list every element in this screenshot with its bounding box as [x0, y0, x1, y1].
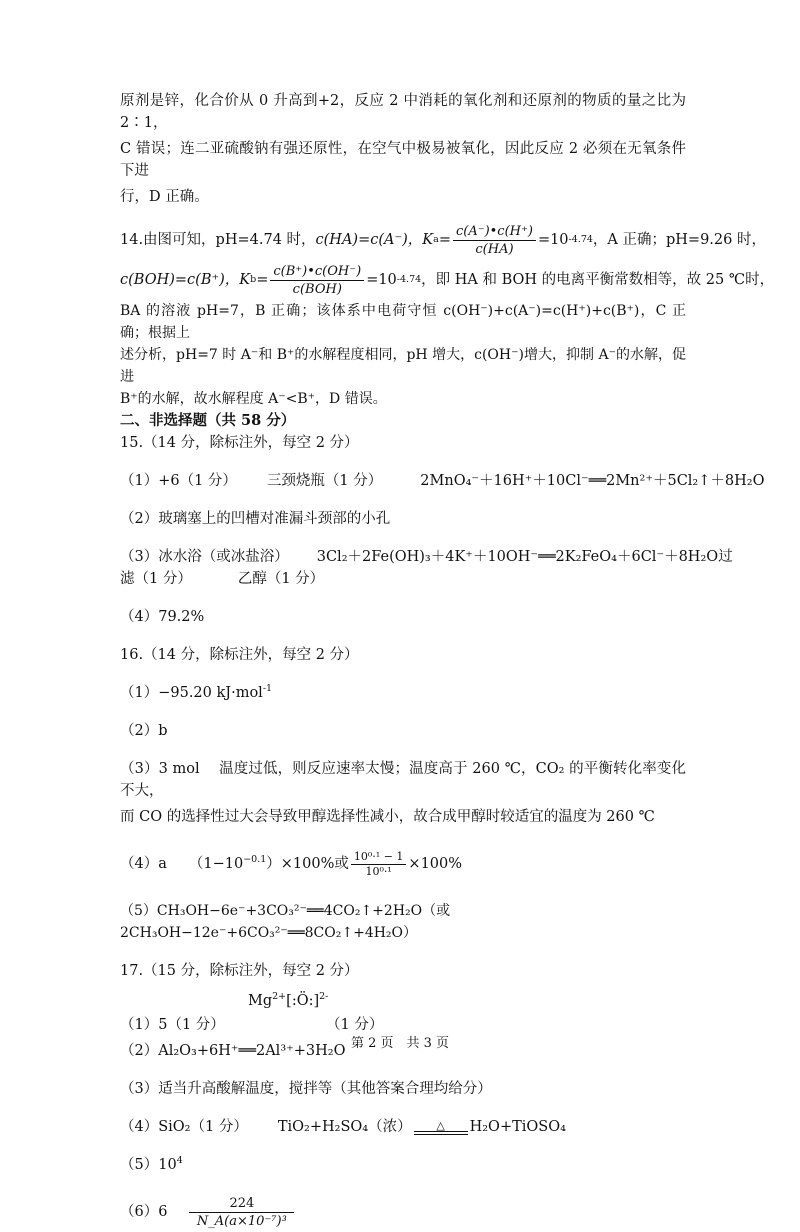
q16-a4-expr-end: ）×100%或	[266, 856, 349, 872]
mg-symbol: Mg	[248, 993, 273, 1009]
q16-a4-tail: ×100%	[408, 856, 463, 872]
ka-denominator: c(HA)	[475, 241, 514, 257]
q15-a3-filter: 滤（1 分）	[120, 571, 192, 587]
q17-a6-denominator: N_A(a×10⁻⁷)³	[196, 1213, 287, 1229]
q16-a4-expr	[189, 853, 349, 875]
heating-equals-arrow	[414, 1120, 468, 1135]
kb-fraction	[270, 263, 364, 298]
q17-a5-text: （5）10	[120, 1157, 177, 1173]
q14-prefix: 14.由图可知，pH=4.74 时，	[120, 232, 316, 248]
q15-answer-3-line-1	[120, 546, 733, 568]
oxide-charge: 2-	[319, 991, 329, 1003]
kb-denominator: c(BOH)	[292, 281, 342, 297]
q14-line-2: c(BOH)=c(B⁺)， K b = $\frac{c(B^+)•c(OH^-)}{\text{c(BOH)}}$ =10 -4.74 ，即 HA 和 BOH 的电离平衡常数相等，故 25 ℃时，	[120, 263, 775, 297]
q17-a6-fraction	[189, 1195, 294, 1230]
kb-numerator: c(B⁺)•c(OH⁻)	[270, 263, 364, 281]
q17-a1-score: （1 分）	[326, 1017, 384, 1033]
q17-title: 17.（15 分，除标注外，每空 2 分）	[120, 963, 359, 979]
mgo-electron-structure	[248, 990, 328, 1012]
q17-answer-4	[120, 1116, 686, 1138]
q17-answer-6	[120, 1192, 686, 1232]
q17-a4-left: TiO₂+H₂SO₄（浓）	[277, 1119, 412, 1135]
q15-answer-3-line-2	[120, 568, 686, 590]
q15-answer-1	[120, 470, 765, 492]
q16-a4-denominator: 10⁰·¹	[365, 864, 392, 878]
q17-a5-exponent: 4	[176, 1155, 183, 1167]
q15-a1-label: （1）+6（1 分）	[120, 473, 237, 489]
q14-line1-suffix: ，A 正确；pH=9.26 时，	[592, 232, 766, 248]
q17-a1-label: （1）5（1 分）	[120, 1017, 225, 1033]
q16-answer-1	[120, 682, 686, 704]
q15-answer-2: （2）玻璃塞上的凹槽对准漏斗颈部的小孔	[120, 511, 391, 527]
intro-line-3: 行，D 正确。	[120, 189, 209, 205]
q15-a3-tail: 过	[718, 549, 733, 565]
q17-answer-3: （3）适当升高酸解温度，搅拌等（其他答案合理均给分）	[120, 1081, 492, 1097]
q15-a3-equation: 3Cl₂＋2Fe(OH)₃＋4K⁺＋10OH⁻══2K₂FeO₄＋6Cl⁻＋8H₂O	[316, 549, 719, 565]
q15-a3-label: （3）冰水浴（或冰盐浴）	[120, 549, 289, 565]
kb-equals: =	[256, 272, 269, 288]
q14-line-5: B⁺的水解，故水解程度 A⁻<B⁺，D 错误。	[120, 391, 387, 407]
page-footer: 第 2 页 共 3 页	[350, 1036, 450, 1051]
q14-ha-equal: c(HA)=c(A⁻)，	[315, 232, 423, 248]
q16-title: 16.（14 分，除标注外，每空 2 分）	[120, 647, 359, 663]
q15-a1-flask: 三颈烧瓶（1 分）	[266, 473, 383, 489]
kb-label: K	[239, 272, 251, 288]
oxide-symbol: [:Ö:]	[286, 993, 320, 1009]
q14-boh-equal: c(BOH)=c(B⁺)，	[120, 272, 240, 288]
q16-a1-text: （1）−95.20 kJ·mol	[120, 685, 263, 701]
q16-answer-3-line-1: （3）3 mol 温度过低，则反应速率太慢；温度高于 260 ℃，CO₂ 的平衡转化率变化不大，	[120, 761, 686, 799]
q16-a1-exponent: -1	[262, 683, 273, 695]
q16-a4-label: （4）a	[120, 856, 167, 872]
q15-a3-ethanol: 乙醇（1 分）	[237, 571, 325, 587]
q16-a4-numerator: 10⁰·¹ − 1	[351, 850, 407, 865]
q16-answer-3-line-2: 而 CO 的选择性过大会导致甲醇选择性减小，故合成甲醇时较适宜的温度为 260 ℃	[120, 809, 655, 825]
q15-title: 15.（14 分，除标注外，每空 2 分）	[120, 435, 359, 451]
q17-a6-numerator: 224	[189, 1195, 294, 1213]
q16-answer-2: （2）b	[120, 723, 168, 739]
intro-line-1: 原剂是锌，化合价从 0 升高到+2，反应 2 中消耗的氧化剂和还原剂的物质的量之比为 2∶1，	[120, 93, 686, 131]
q16-a4-fraction	[351, 850, 407, 879]
kb-value: =10	[366, 272, 397, 288]
q14-line-3: BA 的溶液 pH=7，B 正确；该体系中电荷守恒 c(OH⁻)+c(A⁻)=c(H⁺)+c(B⁺)，C 正确；根据上	[120, 303, 686, 341]
double-line	[414, 1131, 468, 1135]
q14-line-1: 14.由图可知，pH=4.74 时， c(HA)=c(A⁻)， K a = $\frac{c(A^-)•c(H^+)}{c(HA)}$ =10 -4.74 ，A 正确；pH=9.26 时，	[120, 223, 766, 257]
q14-line2-suffix: ，即 HA 和 BOH 的电离平衡常数相等，故 25 ℃时，	[421, 272, 775, 288]
q17-a4-label: （4）SiO₂（1 分）	[120, 1119, 248, 1135]
q15-a1-equation: 2MnO₄⁻＋16H⁺＋10Cl⁻══2Mn²⁺＋5Cl₂↑＋8H₂O	[420, 473, 765, 489]
answer-page	[120, 90, 775, 1232]
q17-a6-label: （6）6	[120, 1204, 168, 1220]
heat-triangle-icon: △	[436, 1118, 445, 1132]
q17-answer-2: （2）Al₂O₃+6H⁺══2Al³⁺+3H₂O	[120, 1043, 346, 1059]
q14-line-4: 述分析，pH=7 时 A⁻和 B⁺的水解程度相同，pH 增大，c(OH⁻)增大，抑制 A⁻的水解，促进	[120, 347, 686, 385]
q16-answer-4	[120, 844, 686, 884]
ka-equals: =	[438, 232, 451, 248]
q16-answer-5: （5）CH₃OH−6e⁻+3CO₃²⁻══4CO₂↑+2H₂O（或 2CH₃OH−12e⁻+6CO₃²⁻══8CO₂↑+4H₂O）	[120, 903, 451, 941]
ka-numerator: c(A⁻)•c(H⁺)	[453, 223, 536, 241]
mg-charge: 2+	[272, 991, 287, 1003]
ka-label: K	[422, 232, 434, 248]
q16-a4-expr-start: （1−10	[188, 856, 244, 872]
q17-answer-5	[120, 1154, 686, 1176]
q17-a4-right: H₂O+TiOSO₄	[469, 1119, 566, 1135]
ka-value: =10	[537, 232, 569, 248]
q16-a4-expr-exponent: −0.1	[243, 854, 267, 866]
intro-line-2: C 错误；连二亚硫酸钠有强还原性，在空气中极易被氧化，因此反应 2 必须在无氧条件下进	[120, 141, 686, 179]
section-title-nonchoice: 二、非选择题（共 58 分）	[120, 412, 296, 429]
ka-fraction	[453, 223, 536, 258]
q15-answer-4: （4）79.2%	[120, 609, 205, 625]
